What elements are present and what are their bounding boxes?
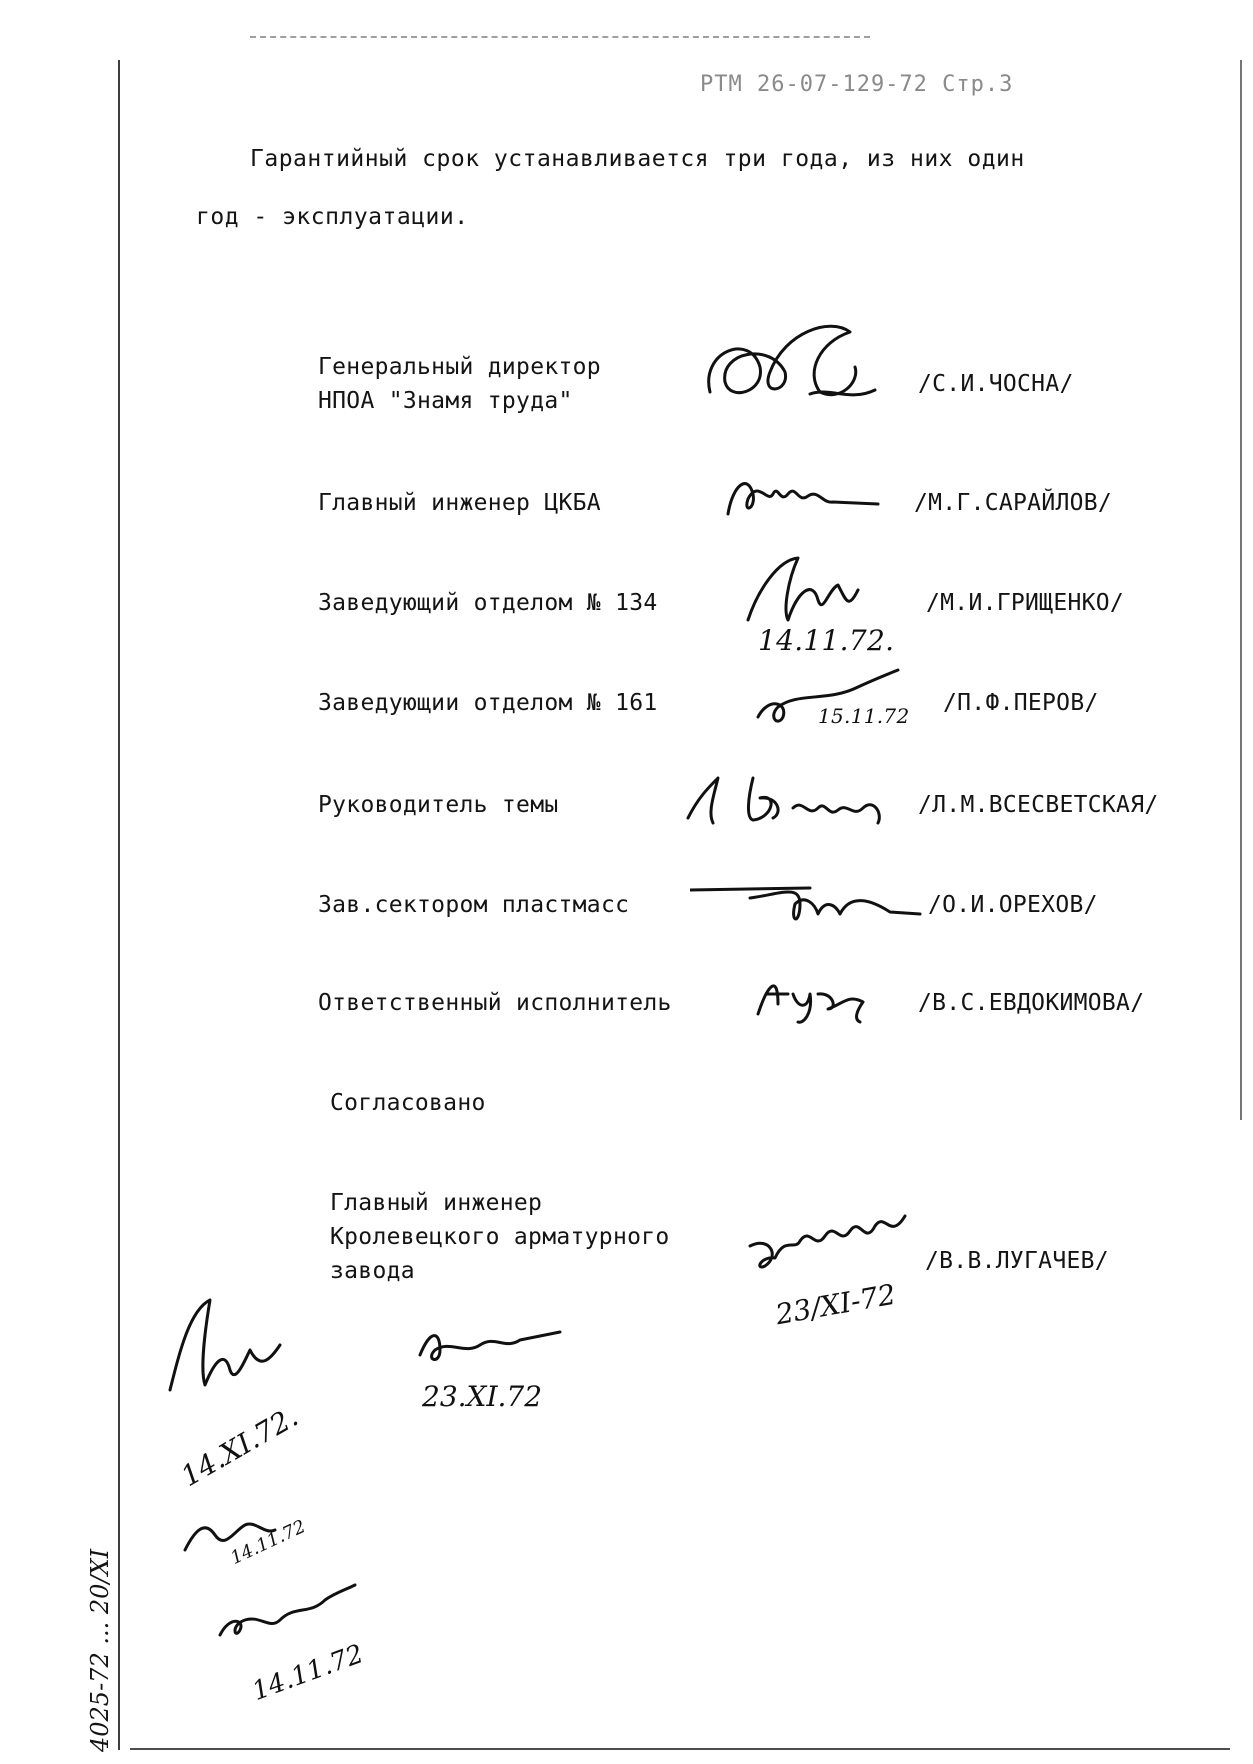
margin-registration-note: 4025-72 ... 20/XI	[86, 1548, 114, 1752]
scan-artifact-top	[250, 36, 870, 38]
title-line: НПОА "Знамя труда"	[318, 388, 573, 414]
handwritten-date: 23/XI-72	[773, 1277, 899, 1332]
signatory-name: /П.Ф.ПЕРОВ/	[943, 690, 1099, 716]
signatory-title: Заведующии отделом № 161	[318, 690, 658, 716]
handwritten-date: 14.11.72.	[758, 624, 895, 657]
signature-scribble	[150, 1290, 300, 1400]
signatory-name: /М.И.ГРИЩЕНКО/	[926, 590, 1125, 616]
signatory-title: Руководитель темы	[318, 792, 559, 818]
signature-scribble	[718, 464, 898, 524]
scan-artifact-left	[118, 60, 120, 1750]
warranty-text-line2: год - эксплуатации.	[196, 204, 469, 230]
title-line: Генеральный директор	[318, 354, 601, 380]
handwritten-date: 15.11.72	[818, 704, 910, 728]
scan-artifact-bottom	[130, 1748, 1230, 1750]
handwritten-date: 14.XI.72.	[175, 1399, 304, 1494]
signature-scribble	[740, 1196, 930, 1286]
signatory-name: /Л.М.ВСЕСВЕТСКАЯ/	[918, 792, 1159, 818]
handwritten-date: 14.11.72	[248, 1639, 368, 1707]
handwritten-date: 23.XI.72	[422, 1380, 543, 1413]
title-line: Главный инженер	[330, 1190, 543, 1216]
signature-scribble	[690, 864, 930, 934]
signature-scribble	[410, 1310, 570, 1370]
signatory-name: /М.Г.САРАЙЛОВ/	[914, 490, 1113, 516]
plant-chief-engineer-name: /В.В.ЛУГАЧЕВ/	[925, 1248, 1109, 1274]
signature-scribble	[210, 1575, 360, 1645]
signatory-title: Ответственный исполнитель	[318, 990, 672, 1016]
signature-scribble	[728, 550, 898, 630]
signatory-title	[318, 350, 601, 418]
plant-chief-engineer-title	[330, 1186, 670, 1288]
agreed-label: Согласовано	[330, 1090, 486, 1116]
page-reference: РТМ 26-07-129-72 Стр.3	[700, 72, 1014, 97]
title-line: завода	[330, 1258, 415, 1284]
signatory-name: /В.С.ЕВДОКИМОВА/	[918, 990, 1145, 1016]
warranty-text-line1: Гарантийный срок устанавливается три года, из них один	[250, 146, 1025, 172]
scan-artifact-right	[1240, 60, 1242, 1120]
signature-scribble	[748, 964, 878, 1024]
signature-scribble	[690, 312, 890, 422]
title-line: Кролевецкого арматурного	[330, 1224, 670, 1250]
signatory-title: Заведующий отделом № 134	[318, 590, 658, 616]
signatory-name: /О.И.ОРЕХОВ/	[928, 892, 1098, 918]
signatory-name: /С.И.ЧОСНА/	[918, 371, 1074, 397]
handwritten-date: 14.11.72	[227, 1516, 309, 1569]
signatory-title: Главный инженер ЦКБА	[318, 490, 601, 516]
signatory-title: Зав.сектором пластмасс	[318, 892, 630, 918]
signature-scribble	[678, 758, 908, 838]
